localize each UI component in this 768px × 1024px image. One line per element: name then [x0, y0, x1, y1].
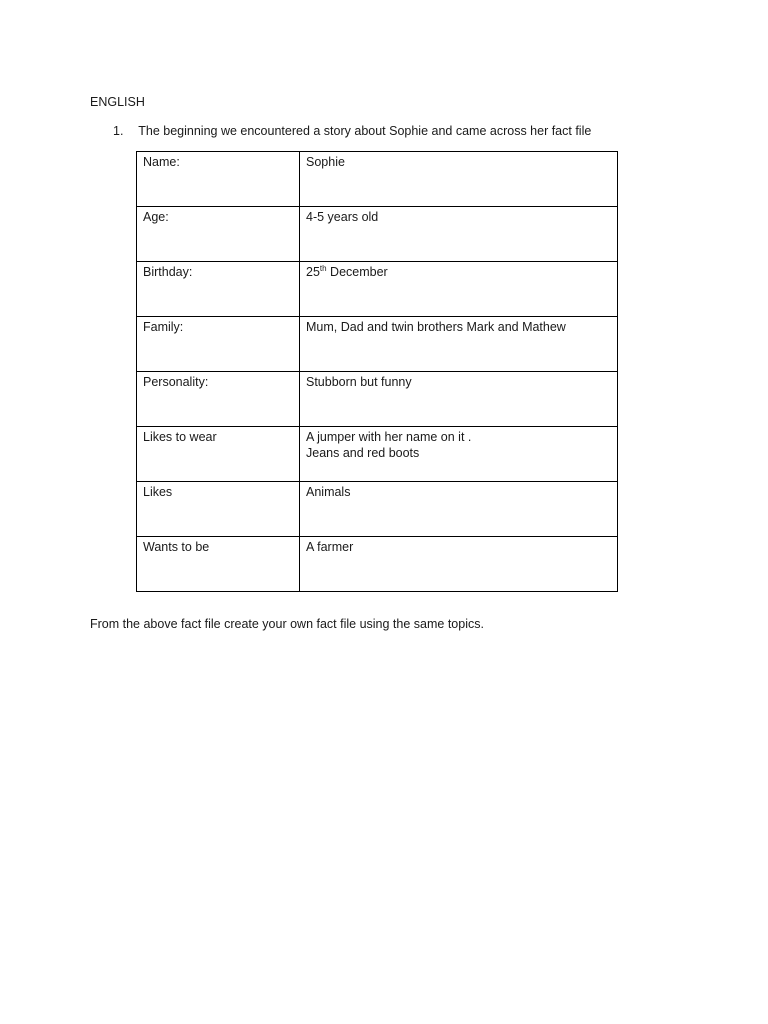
row-value: Sophie [300, 152, 618, 207]
table-row [137, 317, 618, 372]
birthday-month: December [326, 265, 388, 279]
row-value: 4-5 years old [300, 207, 618, 262]
row-value: A farmer [300, 537, 618, 592]
row-label: Age: [137, 207, 300, 262]
birthday-ordinal-suffix: th [319, 263, 327, 273]
row-label: Name: [137, 152, 300, 207]
row-value [300, 427, 618, 482]
list-number: 1. [113, 124, 124, 138]
row-value [300, 262, 618, 317]
table-row [137, 152, 618, 207]
row-label: Birthday: [137, 262, 300, 317]
row-value: Stubborn but funny [300, 372, 618, 427]
row-label: Family: [137, 317, 300, 372]
row-label: Likes to wear [137, 427, 300, 482]
table-row [137, 262, 618, 317]
fact-file-table [136, 151, 618, 592]
row-label: Wants to be [137, 537, 300, 592]
table-row [137, 207, 618, 262]
document-heading: ENGLISH [90, 95, 145, 109]
row-label: Likes [137, 482, 300, 537]
numbered-list-item [113, 124, 591, 138]
birthday-day: 25 [306, 265, 320, 279]
instruction-text: From the above fact file create your own fact file using the same topics. [90, 617, 484, 631]
table-row [137, 537, 618, 592]
row-value: Mum, Dad and twin brothers Mark and Mathew [300, 317, 618, 372]
row-value: Animals [300, 482, 618, 537]
row-value-line-2: Jeans and red boots [306, 446, 420, 460]
table-row [137, 482, 618, 537]
table-row [137, 427, 618, 482]
row-label: Personality: [137, 372, 300, 427]
row-value-line-1: A jumper with her name on it . [306, 430, 472, 444]
list-item-text: The beginning we encountered a story about Sophie and came across her fact file [138, 124, 592, 138]
table-row [137, 372, 618, 427]
